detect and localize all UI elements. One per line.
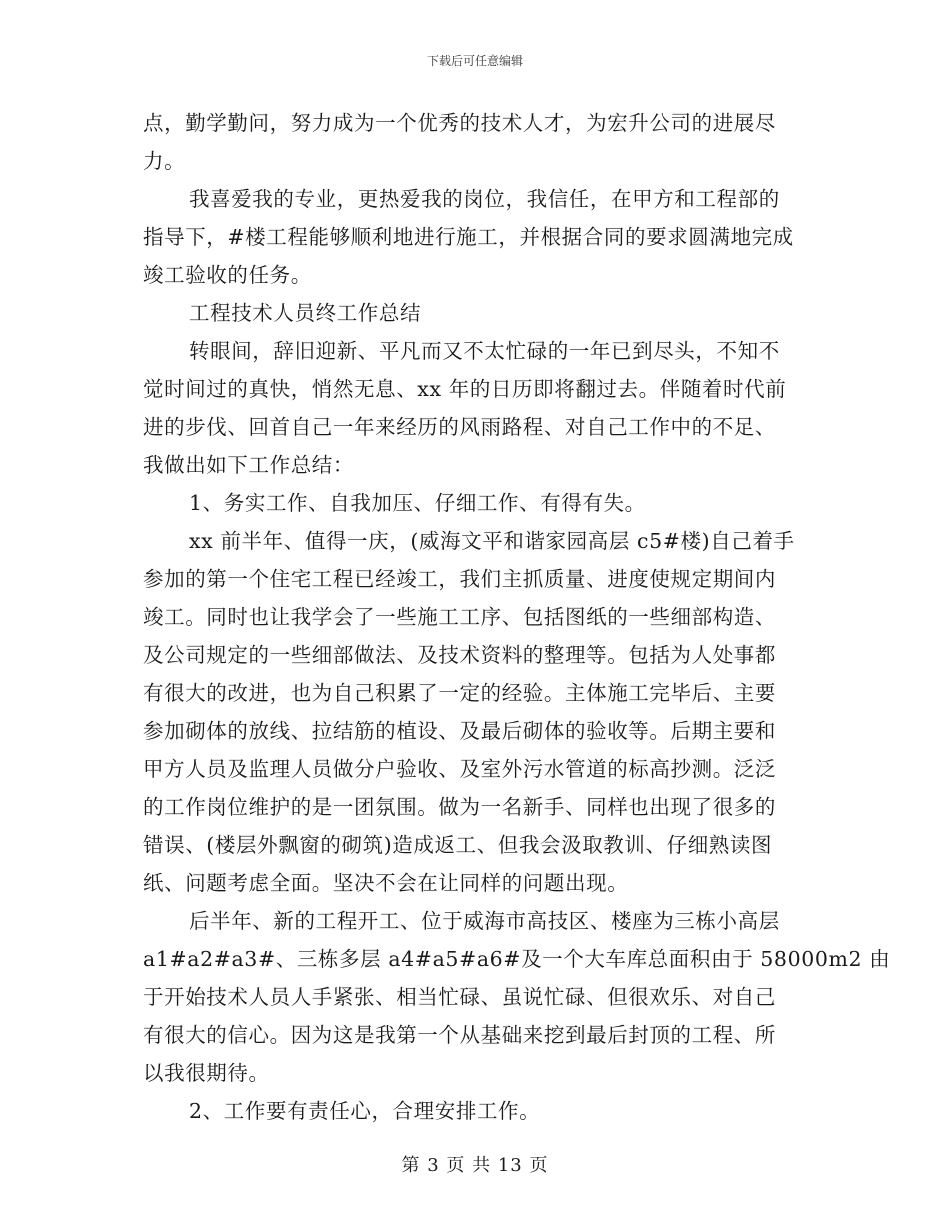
text-line: 指导下，#楼工程能够顺利地进行施工，并根据合同的要求圆满地完成 — [143, 225, 794, 249]
page-header: 下载后可任意编辑 — [426, 54, 523, 68]
text-line: 于开始技术人员人手紧张、相当忙碌、虽说忙碌、但很欢乐、对自己 — [143, 985, 776, 1009]
text-line: 我喜爱我的专业，更热爱我的岗位，我信任，在甲方和工程部的 — [189, 187, 780, 211]
text-line: 工程技术人员终工作总结 — [189, 301, 422, 325]
text-line: 后半年、新的工程开工、位于威海市高技区、楼座为三栋小高层 — [189, 909, 780, 933]
paragraph — [143, 484, 798, 522]
text-line: 纸、问题考虑全面。坚决不会在让同样的问题出现。 — [143, 871, 629, 895]
paragraph — [143, 902, 891, 1092]
text-line: 竣工验收的任务。 — [143, 263, 312, 287]
paragraph — [143, 332, 798, 484]
text-line: 竣工。同时也让我学会了一些施工工序、包括图纸的一些细部构造、 — [143, 605, 776, 629]
text-line: 的工作岗位维护的是一团氛围。做为一名新手、同样也出现了很多的 — [143, 795, 776, 819]
text-line: 2、工作要有责任心，合理安排工作。 — [189, 1099, 541, 1123]
text-line: 及公司规定的一些细部做法、及技术资料的整理等。包括为人处事都 — [143, 643, 776, 667]
paragraph — [143, 180, 798, 294]
text-line: 有很大的改进，也为自己积累了一定的经验。主体施工完毕后、主要 — [143, 681, 776, 705]
paragraph — [143, 104, 798, 180]
text-line: 我做出如下工作总结： — [143, 453, 354, 477]
text-line: 有很大的信心。因为这是我第一个从基础来挖到最后封顶的工程、所 — [143, 1023, 776, 1047]
text-line: 点，勤学勤问，努力成为一个优秀的技术人才，为宏升公司的进展尽 — [143, 111, 776, 135]
paragraph — [143, 294, 798, 332]
text-line: 1、务实工作、自我加压、仔细工作、有得有失。 — [189, 491, 646, 515]
paragraph — [143, 522, 798, 902]
text-line: 力。 — [143, 149, 186, 173]
text-line: 甲方人员及监理人员做分户验收、及室外污水管道的标高抄测。泛泛 — [143, 757, 776, 781]
paragraph — [143, 1092, 798, 1130]
text-line: 转眼间，辞旧迎新、平凡而又不太忙碌的一年已到尽头，不知不 — [189, 339, 780, 363]
text-line: 进的步伐、回首自己一年来经历的风雨路程、对自己工作中的不足、 — [143, 415, 776, 439]
page-number-footer: 第 3 页 共 13 页 — [401, 1155, 549, 1176]
text-line: a1#a2#a3#、三栋多层 a4#a5#a6#及一个大车库总面积由于 58000m2 由 — [143, 947, 891, 971]
text-line: 参加砌体的放线、拉结筋的植设、及最后砌体的验收等。后期主要和 — [143, 719, 776, 743]
text-line: 参加的第一个住宅工程已经竣工，我们主抓质量、进度使规定期间内 — [143, 567, 776, 591]
text-line: xx 前半年、值得一庆，(威海文平和谐家园高层 c5#楼)自己着手 — [189, 529, 795, 553]
text-line: 觉时间过的真快，悄然无息、xx 年的日历即将翻过去。伴随着时代前 — [143, 377, 787, 401]
document-body — [143, 104, 891, 1130]
text-line: 以我很期待。 — [143, 1061, 270, 1085]
text-line: 错误、(楼层外飘窗的砌筑)造成返工、但我会汲取教训、仔细熟读图 — [143, 833, 773, 857]
